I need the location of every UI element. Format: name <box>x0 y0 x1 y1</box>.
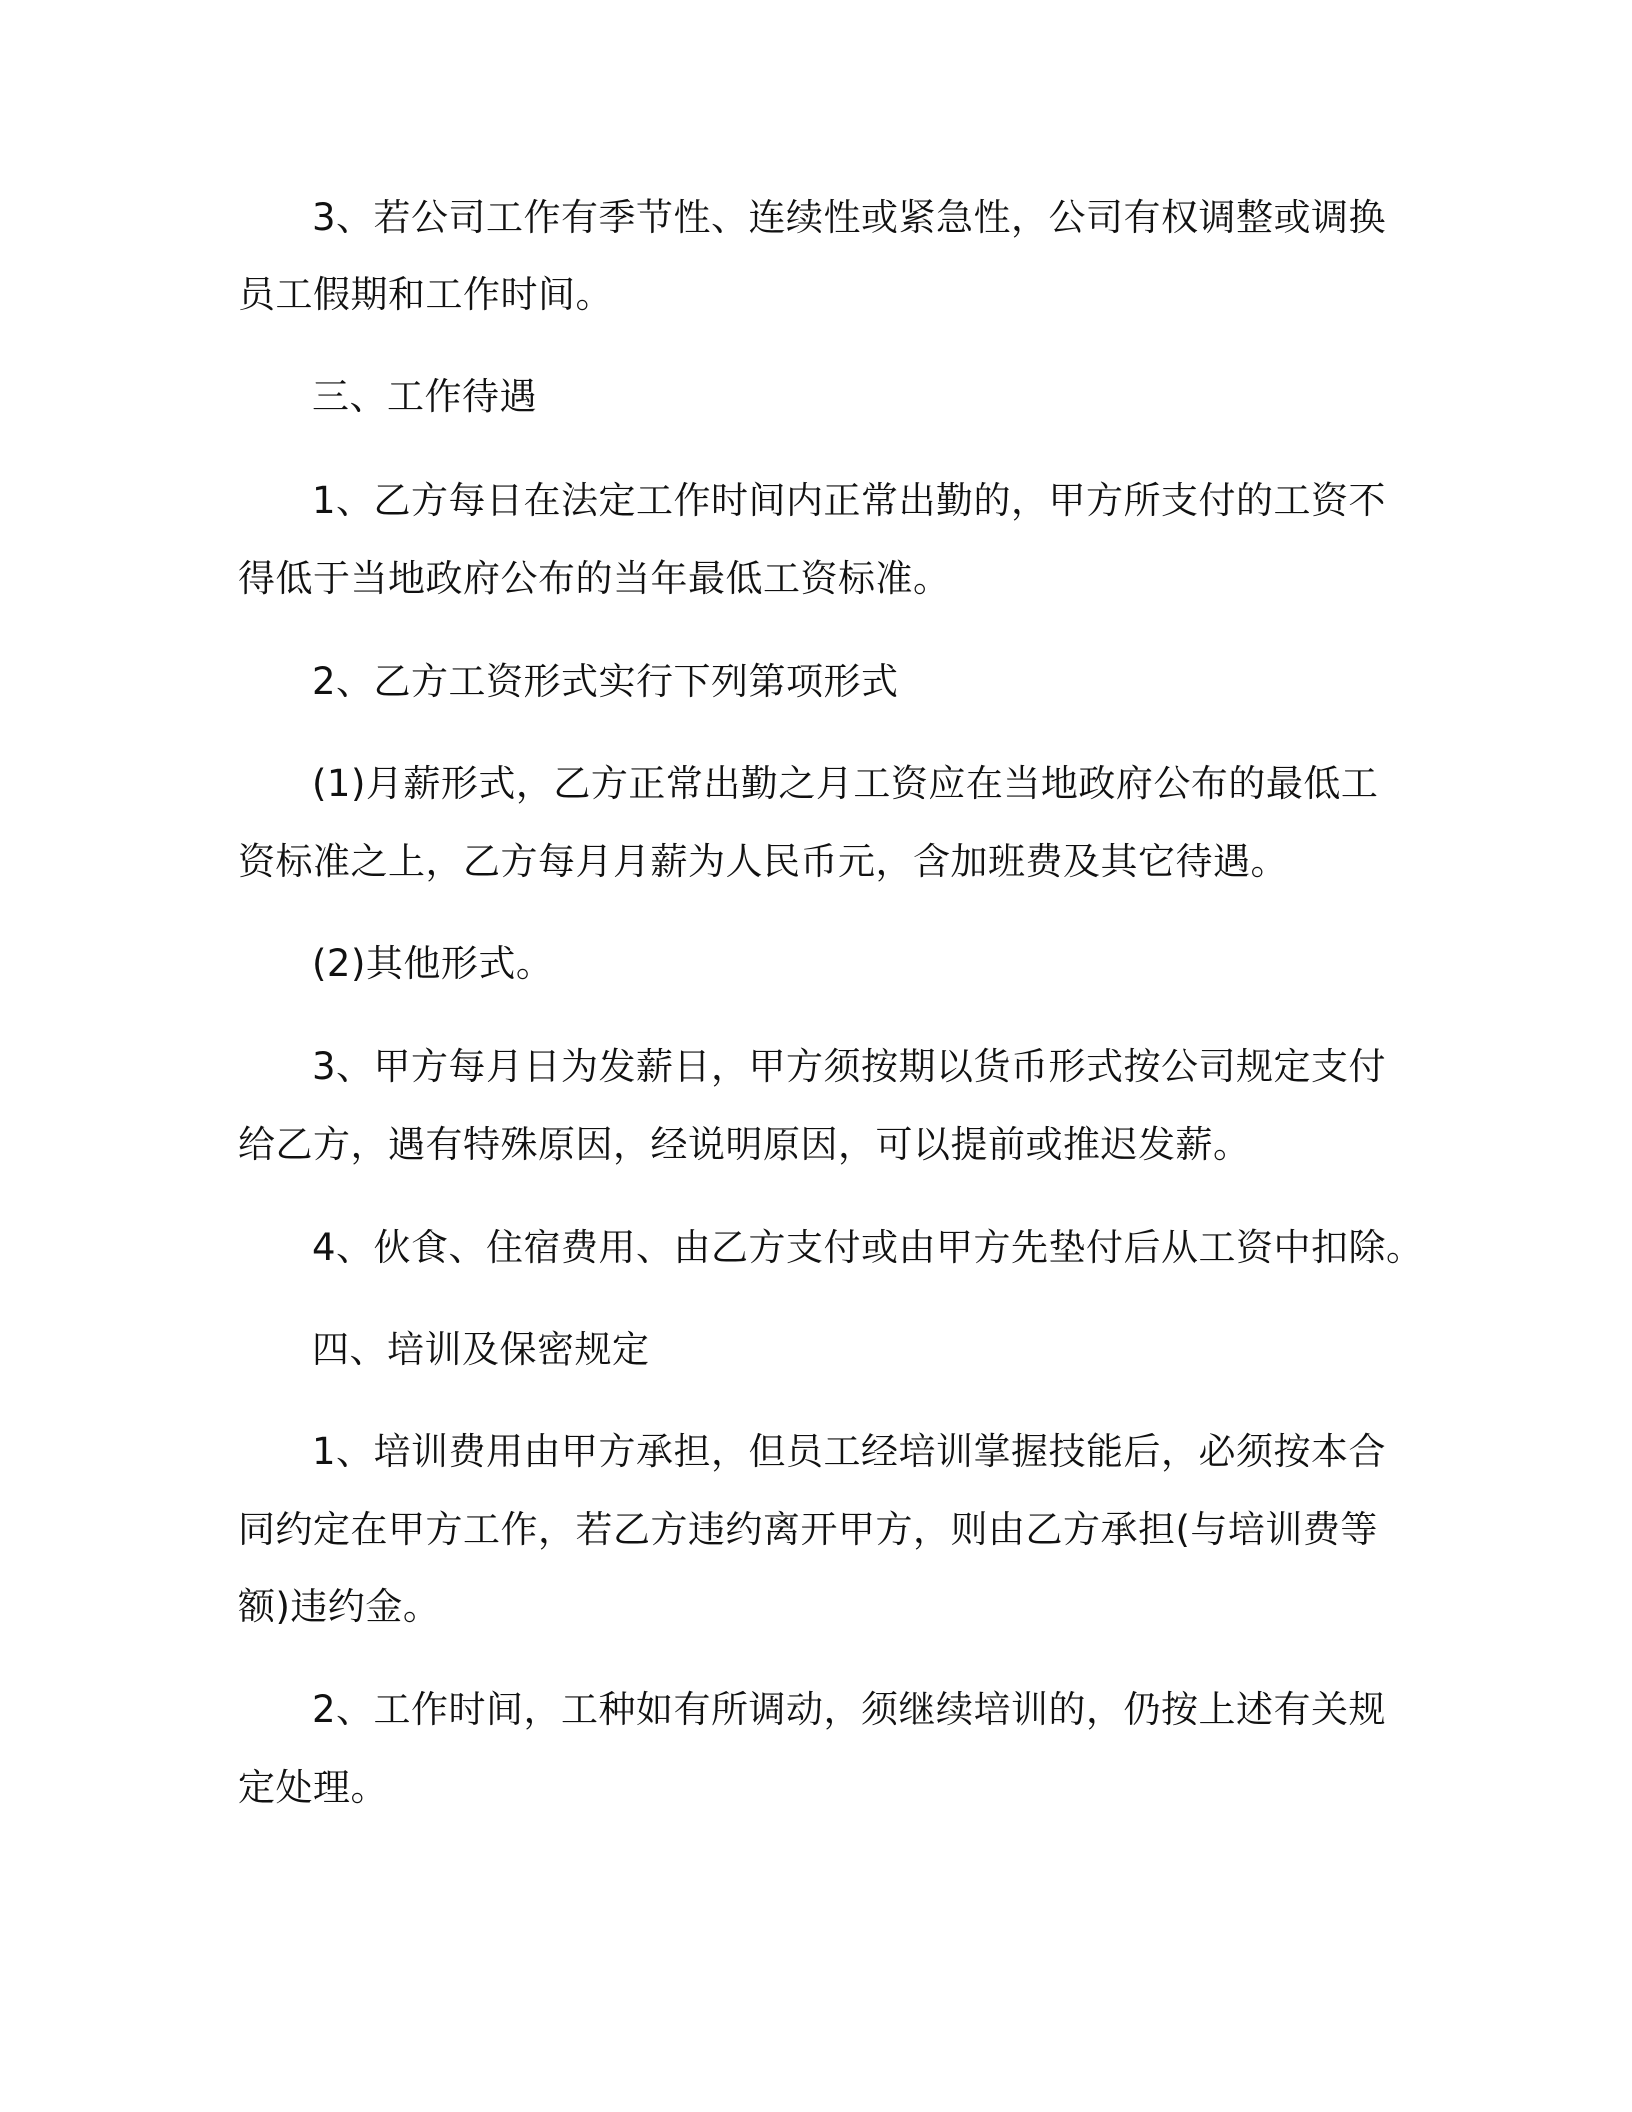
paragraph-1-training-costs-line-3: 额)违约金。 <box>238 1585 441 1628</box>
paragraph-monthly-salary-line-1: (1)月薪形式，乙方正常出勤之月工资应在当地政府公布的最低工 <box>312 762 1379 805</box>
paragraph-3-payday-line-1: 3、甲方每月日为发薪日，甲方须按期以货币形式按公司规定支付 <box>312 1045 1387 1088</box>
section-heading-work-benefits: 三、工作待遇 <box>312 375 537 418</box>
section-heading-training-confidentiality: 四、培训及保密规定 <box>312 1328 650 1371</box>
paragraph-1-minimum-wage-line-1: 1、乙方每日在法定工作时间内正常出勤的，甲方所支付的工资不 <box>312 479 1387 522</box>
paragraph-4-meals-lodging: 4、伙食、住宿费用、由乙方支付或由甲方先垫付后从工资中扣除。 <box>312 1226 1424 1269</box>
paragraph-3-holiday-adjustment-line-1: 3、若公司工作有季节性、连续性或紧急性，公司有权调整或调换 <box>312 196 1387 239</box>
paragraph-1-minimum-wage-line-2: 得低于当地政府公布的当年最低工资标准。 <box>238 557 951 600</box>
paragraph-3-holiday-adjustment-line-2: 员工假期和工作时间。 <box>238 273 613 316</box>
paragraph-other-forms: (2)其他形式。 <box>312 942 554 985</box>
paragraph-2-wage-form: 2、乙方工资形式实行下列第项形式 <box>312 660 899 703</box>
paragraph-1-training-costs-line-1: 1、培训费用由甲方承担，但员工经培训掌握技能后，必须按本合 <box>312 1430 1387 1473</box>
paragraph-1-training-costs-line-2: 同约定在甲方工作，若乙方违约离开甲方，则由乙方承担(与培训费等 <box>238 1508 1378 1551</box>
paragraph-2-job-transfer-training-line-1: 2、工作时间，工种如有所调动，须继续培训的，仍按上述有关规 <box>312 1688 1387 1731</box>
paragraph-2-job-transfer-training-line-2: 定处理。 <box>238 1766 388 1809</box>
paragraph-monthly-salary-line-2: 资标准之上，乙方每月月薪为人民币元，含加班费及其它待遇。 <box>238 840 1288 883</box>
paragraph-3-payday-line-2: 给乙方，遇有特殊原因，经说明原因，可以提前或推迟发薪。 <box>238 1123 1251 1166</box>
